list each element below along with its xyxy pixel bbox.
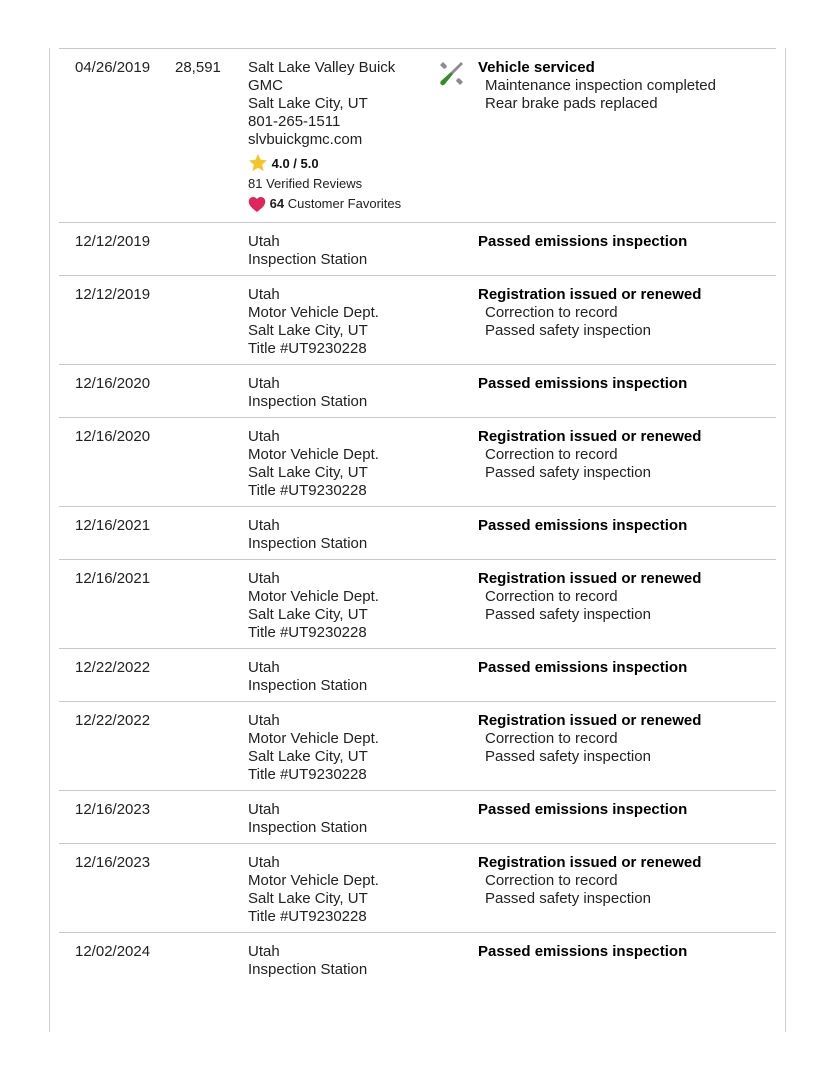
source-state: Utah xyxy=(248,286,280,303)
vehicle-history-table xyxy=(59,48,776,986)
record-details xyxy=(478,801,773,819)
record-heading: Registration issued or renewed xyxy=(478,712,702,729)
customer-favorites xyxy=(248,195,433,213)
history-record xyxy=(59,276,776,365)
source-location: Salt Lake City, UT xyxy=(248,890,368,907)
dealer-website-link[interactable]: slvbuickgmc.com xyxy=(248,131,363,148)
source-location: Salt Lake City, UT xyxy=(248,748,368,765)
record-details xyxy=(478,712,773,766)
source-state: Utah xyxy=(248,943,280,960)
record-source xyxy=(248,570,433,642)
title-number: Title #UT9230228 xyxy=(248,766,367,783)
source-state: Utah xyxy=(248,659,280,676)
record-source xyxy=(248,286,433,358)
source-state: Utah xyxy=(248,712,280,729)
history-record xyxy=(59,844,776,933)
detail-line: Passed safety inspection xyxy=(485,464,651,481)
record-heading: Passed emissions inspection xyxy=(478,233,688,250)
source-agency: Motor Vehicle Dept. xyxy=(248,872,379,889)
source-state: Utah xyxy=(248,428,280,445)
record-heading: Passed emissions inspection xyxy=(478,375,688,392)
source-location: Salt Lake City, UT xyxy=(248,322,368,339)
source-agency: Motor Vehicle Dept. xyxy=(248,730,379,747)
record-source xyxy=(248,659,433,695)
record-heading: Passed emissions inspection xyxy=(478,801,688,818)
source-state: Utah xyxy=(248,375,280,392)
source-agency: Inspection Station xyxy=(248,677,368,694)
record-source xyxy=(248,517,433,553)
history-record xyxy=(59,560,776,649)
record-heading: Passed emissions inspection xyxy=(478,659,688,676)
source-agency: Inspection Station xyxy=(248,535,368,552)
detail-line: Correction to record xyxy=(485,588,618,605)
title-number: Title #UT9230228 xyxy=(248,340,367,357)
history-record xyxy=(59,223,776,276)
record-heading: Registration issued or renewed xyxy=(478,570,702,587)
history-record xyxy=(59,507,776,560)
record-date: 12/16/2020 xyxy=(75,428,151,445)
record-source xyxy=(248,854,433,926)
record-date: 12/16/2023 xyxy=(75,801,151,818)
record-heading: Registration issued or renewed xyxy=(478,428,702,445)
history-record xyxy=(59,365,776,418)
title-number: Title #UT9230228 xyxy=(248,482,367,499)
source-agency: Inspection Station xyxy=(248,251,368,268)
title-number: Title #UT9230228 xyxy=(248,624,367,641)
history-record xyxy=(59,649,776,702)
record-source xyxy=(248,712,433,784)
star-icon xyxy=(248,153,268,172)
record-heading: Passed emissions inspection xyxy=(478,517,688,534)
verified-reviews-link[interactable]: 81 Verified Reviews xyxy=(248,176,363,191)
detail-line: Passed safety inspection xyxy=(485,748,651,765)
record-heading: Passed emissions inspection xyxy=(478,943,688,960)
record-details xyxy=(478,854,773,908)
record-heading: Registration issued or renewed xyxy=(478,286,702,303)
record-date: 12/16/2021 xyxy=(75,570,151,587)
detail-line: Rear brake pads replaced xyxy=(485,95,658,112)
detail-line: Correction to record xyxy=(485,304,618,321)
record-date: 12/22/2022 xyxy=(75,659,151,676)
source-agency: Motor Vehicle Dept. xyxy=(248,588,379,605)
record-heading: Vehicle serviced xyxy=(478,59,595,76)
detail-line: Passed safety inspection xyxy=(485,606,651,623)
service-tools-icon xyxy=(436,59,466,89)
record-details xyxy=(478,233,773,251)
favorites-count: 64 xyxy=(269,196,285,211)
source-location: Salt Lake City, UT xyxy=(248,606,368,623)
page-border-right xyxy=(785,48,786,1032)
record-details xyxy=(478,59,773,113)
dealer-rating xyxy=(248,153,433,172)
record-date: 12/12/2019 xyxy=(75,233,151,250)
source-state: Utah xyxy=(248,854,280,871)
source-agency: Motor Vehicle Dept. xyxy=(248,304,379,321)
history-record xyxy=(59,702,776,791)
record-details xyxy=(478,659,773,677)
source-location: Salt Lake City, UT xyxy=(248,464,368,481)
title-number: Title #UT9230228 xyxy=(248,908,367,925)
source-agency: Inspection Station xyxy=(248,819,368,836)
record-date: 12/16/2023 xyxy=(75,854,151,871)
record-source xyxy=(248,428,433,500)
detail-line: Correction to record xyxy=(485,730,618,747)
rating-score: 4.0 / 5.0 xyxy=(271,156,319,171)
page-border-left xyxy=(49,48,50,1032)
record-source xyxy=(248,233,433,269)
record-heading: Registration issued or renewed xyxy=(478,854,702,871)
source-state: Utah xyxy=(248,233,280,250)
record-date: 12/22/2022 xyxy=(75,712,151,729)
history-record xyxy=(59,791,776,844)
detail-line: Correction to record xyxy=(485,872,618,889)
record-source xyxy=(248,943,433,979)
heart-icon xyxy=(248,196,266,213)
source-state: Utah xyxy=(248,517,280,534)
favorites-label: Customer Favorites xyxy=(287,196,402,211)
record-date: 04/26/2019 xyxy=(75,59,151,76)
record-details xyxy=(478,428,773,482)
detail-line: Correction to record xyxy=(485,446,618,463)
record-details xyxy=(478,943,773,961)
source-agency: Inspection Station xyxy=(248,961,368,978)
source-agency: Motor Vehicle Dept. xyxy=(248,446,379,463)
record-odometer: 28,591 xyxy=(175,59,221,76)
record-date: 12/16/2021 xyxy=(75,517,151,534)
history-record xyxy=(59,418,776,507)
dealer-name: Salt Lake Valley Buick xyxy=(248,59,396,76)
source-state: Utah xyxy=(248,570,280,587)
record-details xyxy=(478,517,773,535)
history-record xyxy=(59,933,776,986)
record-date: 12/16/2020 xyxy=(75,375,151,392)
record-source xyxy=(248,375,433,411)
dealer-phone[interactable]: 801-265-1511 xyxy=(248,113,341,130)
record-details xyxy=(478,375,773,393)
record-details xyxy=(478,570,773,624)
record-date: 12/02/2024 xyxy=(75,943,151,960)
detail-line: Maintenance inspection completed xyxy=(485,77,716,94)
detail-line: Passed safety inspection xyxy=(485,322,651,339)
record-details xyxy=(478,286,773,340)
record-source xyxy=(248,801,433,837)
detail-line: Passed safety inspection xyxy=(485,890,651,907)
record-date: 12/12/2019 xyxy=(75,286,151,303)
record-source xyxy=(248,59,433,213)
dealer-name-line2: GMC xyxy=(248,77,283,94)
source-agency: Inspection Station xyxy=(248,393,368,410)
history-record xyxy=(59,49,776,223)
source-state: Utah xyxy=(248,801,280,818)
dealer-location: Salt Lake City, UT xyxy=(248,95,368,112)
